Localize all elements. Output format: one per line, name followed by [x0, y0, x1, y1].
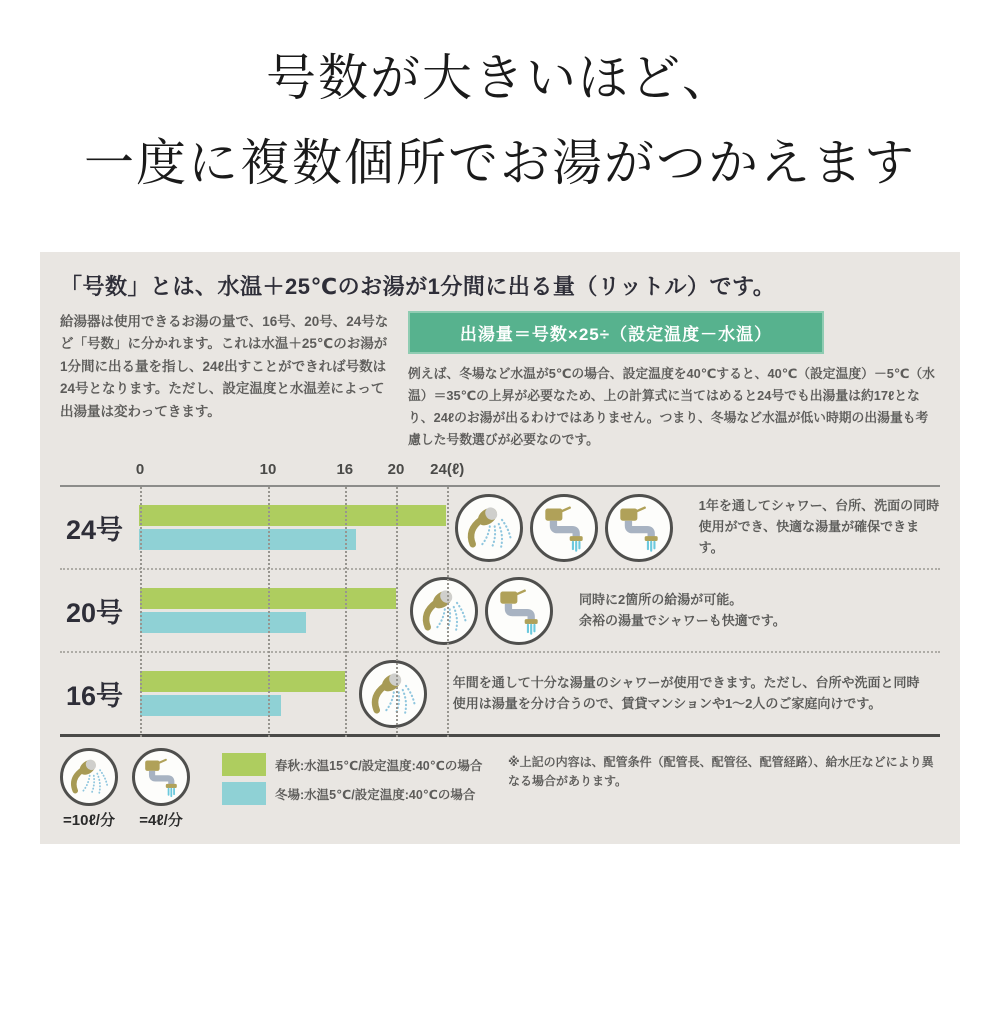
- row-bars: [139, 502, 455, 553]
- axis-tick-label: 16: [336, 461, 354, 478]
- flow-rate-legend: [60, 748, 222, 830]
- bar: [140, 671, 345, 692]
- faucet-icon: [605, 494, 673, 562]
- shower-glyph: [418, 585, 470, 637]
- faucet-icon: [485, 577, 553, 645]
- row-label: 16号: [66, 681, 124, 711]
- legend-and-notes: [60, 748, 940, 830]
- shower-rate-label: =10ℓ/分: [63, 812, 115, 829]
- faucet-rate-label: =4ℓ/分: [139, 812, 183, 829]
- bar: [140, 612, 306, 633]
- faucet-glyph: [493, 585, 545, 637]
- bar: [140, 588, 396, 609]
- row-description-line: 使用は湯量を分け合うので、賃貸マンションや1～2人のご家庭向けです。: [452, 695, 882, 711]
- legend-label: 春秋:水温15℃/設定温度:40℃の場合: [275, 758, 483, 773]
- row-bars: [140, 585, 410, 636]
- faucet-icon: [132, 748, 190, 806]
- faucet-glyph: [613, 502, 665, 554]
- row-icons: [359, 660, 427, 728]
- axis-tick-label: 24(ℓ): [430, 461, 465, 478]
- row-description-line: 1年を通してシャワー、台所、洗面の同時: [698, 498, 940, 514]
- footnote: ※上記の内容は、配管条件（配管長、配管径、配管経路）、給水圧などにより異なる場合があります。: [508, 755, 934, 789]
- shower-icon: [455, 494, 523, 562]
- chart-row: [60, 570, 940, 653]
- shower-glyph: [463, 502, 515, 554]
- chart-row: [60, 653, 940, 737]
- formula-section: [408, 311, 940, 451]
- title-line-2: 一度に複数個所でお湯がつかえます: [84, 135, 916, 191]
- intro-section: [60, 311, 940, 451]
- legend-label: 冬場:水温5℃/設定温度:40℃の場合: [275, 787, 476, 802]
- row-icons: [455, 494, 673, 562]
- row-label: 20号: [66, 598, 124, 628]
- faucet-glyph: [538, 502, 590, 554]
- bar: [139, 505, 446, 526]
- bar-chart: [60, 461, 940, 737]
- axis-tick-label: 0: [135, 461, 145, 478]
- shower-glyph: [67, 755, 111, 799]
- faucet-icon: [530, 494, 598, 562]
- row-icons: [410, 577, 553, 645]
- row-description: [453, 673, 920, 715]
- shower-icon: [60, 748, 118, 806]
- row-label: 24号: [66, 515, 124, 545]
- intro-text: 給湯器は使用できるお湯の量で、16号、20号、24号など「号数」に分かれます。これは水温＋25℃のお湯が1分間に出る量を指し、24ℓ出すことができれば号数は24号となります。ただし、設定温度と水温差によって出湯量は変わってきます。: [60, 314, 389, 419]
- row-description-line: 使用ができ、快適な湯量が確保できます。: [698, 519, 920, 555]
- axis-tick-label: 10: [259, 461, 277, 478]
- title-line-1: 号数が大きいほど、: [266, 50, 734, 106]
- chart-plot-area: [60, 487, 940, 737]
- formula-note: 例えば、冬場など水温が5℃の場合、設定温度を40℃すると、40℃（設定温度）－5℃（水温）＝35℃の上昇が必要なため、上の計算式に当てはめると24号でも出湯量は約17ℓとなり、24ℓのお湯が出るわけではありません。つまり、冬場など水温が低い時期の出湯量も考慮した号数選びが必要なのです。: [408, 366, 935, 447]
- shower-glyph: [367, 668, 419, 720]
- faucet-glyph: [139, 755, 183, 799]
- chart-row: [60, 487, 940, 570]
- row-bars: [140, 668, 359, 719]
- faucet-rate-legend: [132, 748, 190, 830]
- x-axis-labels: [60, 461, 940, 485]
- row-description-line: 余裕の湯量でシャワーも快適です。: [579, 612, 786, 628]
- shower-icon: [410, 577, 478, 645]
- axis-tick-label: 20: [387, 461, 405, 478]
- legend-row: [222, 753, 508, 776]
- bar: [139, 529, 357, 550]
- legend-row: [222, 782, 508, 805]
- panel-heading: 「号数」とは、水温＋25℃のお湯が1分間に出る量（リットル）です。: [60, 274, 776, 299]
- row-description: [699, 496, 940, 558]
- row-description: [579, 590, 786, 632]
- row-description-line: 同時に2箇所の給湯が可能。: [579, 591, 743, 607]
- info-panel: [40, 252, 960, 844]
- legend-swatch: [222, 782, 266, 805]
- legend-swatch: [222, 753, 266, 776]
- shower-icon: [359, 660, 427, 728]
- formula-badge: 出湯量＝号数×25÷（設定温度－水温）: [408, 311, 824, 354]
- row-description-line: 年間を通して十分な湯量のシャワーが使用できます。ただし、台所や洗面と同時: [452, 674, 920, 690]
- series-legend: [222, 748, 508, 811]
- bar: [140, 695, 281, 716]
- shower-rate-legend: [60, 748, 118, 830]
- page-title: [0, 36, 1000, 206]
